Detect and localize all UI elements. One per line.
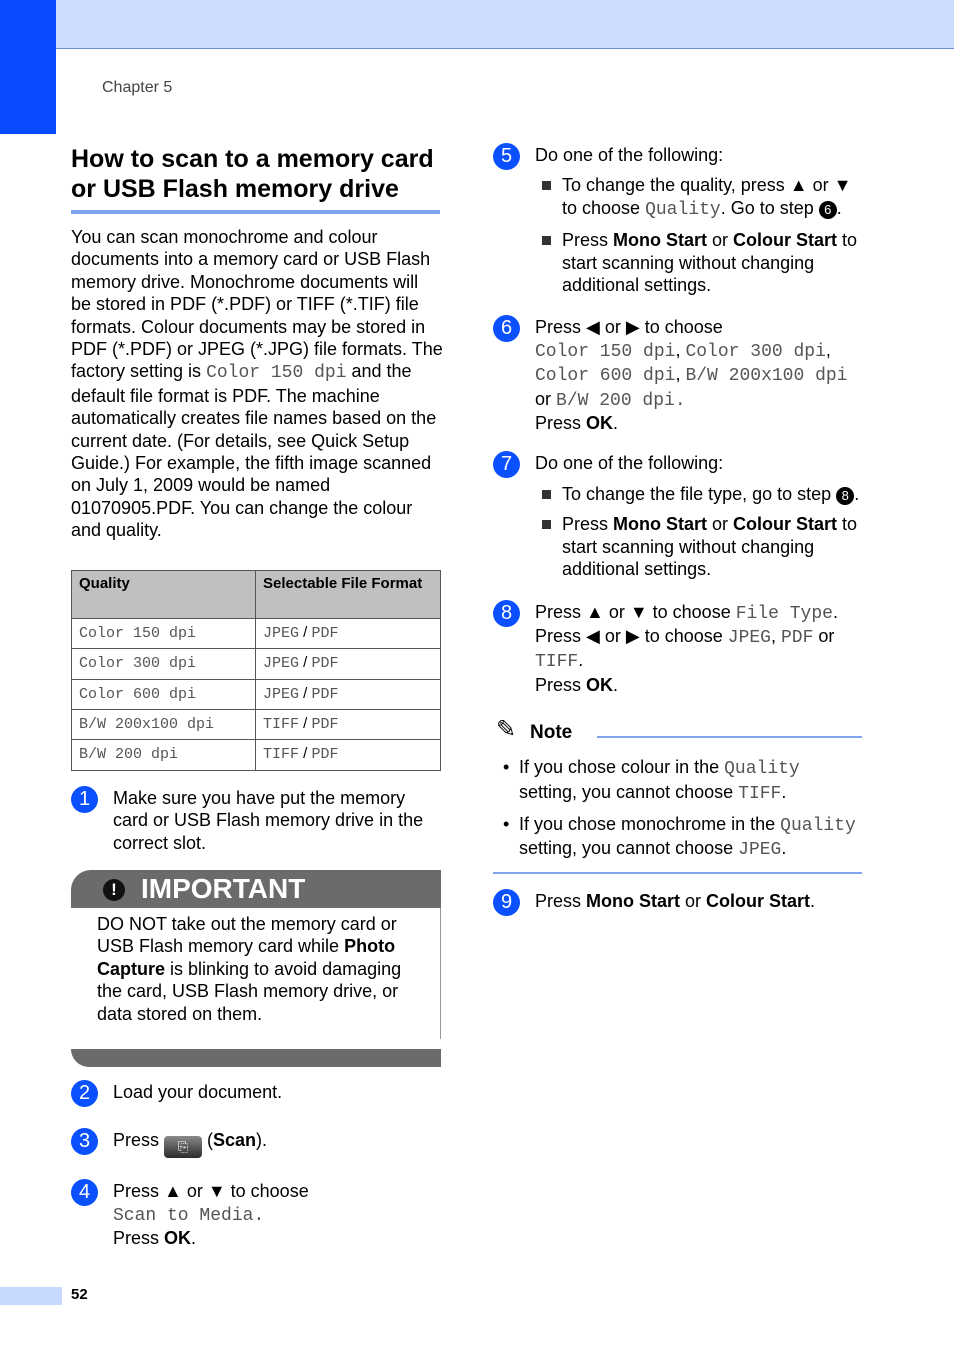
step-6: 6 Press ◀ or ▶ to choose Color 150 dpi, Color 300 dpi, Color 600 dpi, B/W 200x100 dpi or B/W 200 dpi. Press OK. (493, 316, 865, 434)
right-column (493, 144, 865, 912)
table-header-row (72, 570, 441, 618)
step-number-6: 6 (493, 315, 520, 342)
step-number-1: 1 (71, 786, 98, 813)
table-row (72, 649, 441, 679)
left-column (71, 144, 443, 1250)
table-row (72, 618, 441, 648)
page-number: 52 (71, 1286, 88, 1303)
step-2 (71, 1081, 443, 1103)
step-number-8: 8 (493, 600, 520, 627)
table-cell-format: TIFF / PDF (256, 709, 441, 739)
step-5: 5 Do one of the following: To change the quality, press ▲ or ▼ to choose Quality. Go to step 6 . Press Mono Start or Colour Start to start scanning without changing additional settings. (493, 144, 865, 296)
step-number-4: 4 (71, 1179, 98, 1206)
photo-capture-label: Photo Capture (97, 936, 396, 979)
quality-table (71, 570, 441, 771)
warning-icon: ! (103, 879, 125, 901)
step-2-text: Load your document. (113, 1081, 283, 1102)
note-box (493, 716, 862, 874)
step-1-text: Make sure you have put the memory card or USB Flash memory drive in the correct slot. (113, 787, 424, 853)
step-7: 7 Do one of the following: To change the file type, go to step 8 . Press Mono Start or Colour Start to start scanning without changing additional settings. (493, 452, 865, 580)
section-title: How to scan to a memory card or USB Flash memory drive (71, 145, 434, 203)
table-row (72, 679, 441, 709)
intro-paragraph (71, 226, 443, 542)
step-5-bullet-2: Press Mono Start or Colour Start to start scanning without changing additional settings. (535, 229, 865, 296)
table-row (72, 740, 441, 770)
table-cell-quality: B/W 200x100 dpi (72, 709, 256, 739)
step-5-bullet-1: To change the quality, press ▲ or ▼ to choose Quality. Go to step 6 . (535, 174, 865, 221)
intro-text-1: You can scan monochrome and colour documents into a memory card or USB Flash memory drive. Monochrome documents will be stored in PDF (*.PDF) or TIFF (*.TIF) file formats. Colour documents may be stored in PDF (*.PDF) or JPEG (*.JPG) file formats. The factory setting is (71, 227, 443, 382)
step-8: 8 Press ▲ or ▼ to choose File Type. Press ◀ or ▶ to choose JPEG, PDF or TIFF. Press OK. (493, 601, 865, 697)
chapter-label: Chapter 5 (102, 79, 173, 96)
step-ref-6-icon: 6 (819, 201, 837, 219)
important-body: DO NOT take out the memory card or USB Flash memory card while Photo Capture is blinking to avoid damaging the card, USB Flash memory drive, or data stored on them. (71, 908, 441, 1039)
header-band (56, 0, 954, 49)
step-3: 3 Press ⎘ (Scan). (71, 1129, 443, 1158)
step-1 (71, 787, 443, 854)
table-cell-quality: Color 150 dpi (72, 618, 256, 648)
chapter-tab (0, 0, 56, 134)
note-item-1: • If you chose colour in the Quality setting, you cannot choose TIFF. (493, 756, 862, 805)
step-number-3: 3 (71, 1128, 98, 1155)
table-cell-format: JPEG / PDF (256, 649, 441, 679)
step-number-9: 9 (493, 889, 520, 916)
step-number-2: 2 (71, 1080, 98, 1107)
footer-band (0, 1287, 62, 1305)
step-ref-8-icon: 8 (836, 487, 854, 505)
table-cell-quality: B/W 200 dpi (72, 740, 256, 770)
step-number-5: 5 (493, 143, 520, 170)
table-header-quality: Quality (72, 570, 256, 618)
intro-text-2: and the default file format is PDF. The machine automatically creates file names based on the current date. (For details, see Quick Setup Guide.) For example, the fifth image scanned on July 1, 2009 would be named 01070905.PDF. You can change the colour and quality. (71, 361, 437, 541)
intro-code: Color 150 dpi (206, 363, 347, 384)
table-cell-quality: Color 600 dpi (72, 679, 256, 709)
note-rule (597, 736, 862, 738)
note-item-2: • If you chose monochrome in the Quality setting, you cannot choose JPEG. (493, 813, 862, 862)
table-cell-format: JPEG / PDF (256, 679, 441, 709)
table-header-format: Selectable File Format (256, 570, 441, 618)
important-title: IMPORTANT (141, 872, 306, 904)
note-title: Note (530, 722, 573, 744)
important-header (71, 870, 441, 908)
step-7-bullet-2: Press Mono Start or Colour Start to start scanning without changing additional settings. (535, 513, 865, 580)
scan-key-icon: ⎘ (164, 1136, 202, 1158)
step-9: 9 Press Mono Start or Colour Start. (493, 890, 865, 912)
important-box (71, 870, 441, 1067)
table-row (72, 709, 441, 739)
note-pencil-icon: ✎ (496, 716, 517, 744)
important-footer (71, 1049, 441, 1067)
title-rule (71, 210, 440, 214)
table-cell-format: JPEG / PDF (256, 618, 441, 648)
step-4: 4 Press ▲ or ▼ to choose Scan to Media. Press OK. (71, 1180, 443, 1249)
step-7-bullet-1: To change the file type, go to step 8 . (535, 483, 865, 505)
table-cell-format: TIFF / PDF (256, 740, 441, 770)
step-number-7: 7 (493, 451, 520, 478)
table-cell-quality: Color 300 dpi (72, 649, 256, 679)
note-header (493, 716, 862, 748)
